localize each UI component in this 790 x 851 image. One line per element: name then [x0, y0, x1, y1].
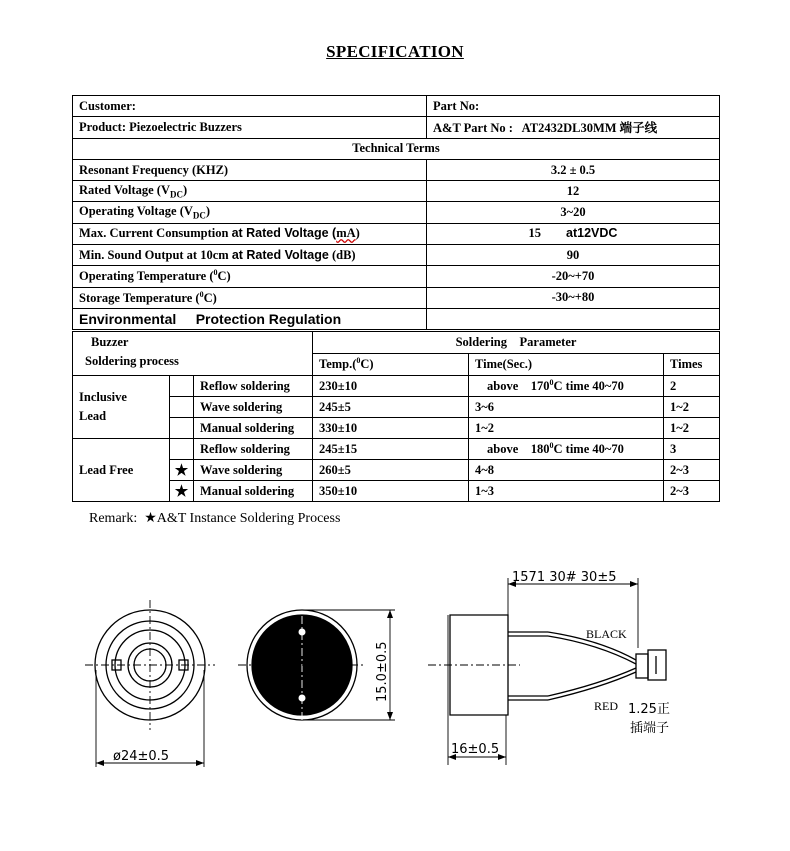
spec-value: -20~+70: [427, 266, 720, 287]
temp-cell: 350±10: [313, 481, 469, 502]
technical-drawing: [0, 560, 790, 790]
table-row: [73, 481, 720, 502]
table-row: [73, 460, 720, 481]
soldering-parameter-header: Soldering Parameter: [313, 332, 720, 354]
process-cell: Manual soldering: [194, 481, 313, 502]
process-cell: Reflow soldering: [194, 376, 313, 397]
spec-label: Rated Voltage $(V_{DC})$: [73, 181, 427, 202]
table-row: [73, 117, 720, 138]
table-row: [73, 376, 720, 397]
spec-table: [72, 95, 720, 330]
diameter-label: ø24±0.5: [113, 749, 170, 764]
star-icon: ★: [170, 481, 194, 502]
spec-label: Storage Temperature ($^0$C): [73, 287, 427, 308]
customer-cell: Customer:: [73, 96, 427, 117]
times-cell: 1~2: [664, 397, 720, 418]
spec-label: Min. Sound Output at 10cm at Rated Voltage (dB): [73, 245, 427, 266]
temp-cell: 245±5: [313, 397, 469, 418]
spec-value: 90: [427, 245, 720, 266]
temp-header: Temp.($^0$C): [313, 354, 469, 376]
spec-value: -30~+80: [427, 287, 720, 308]
temp-cell: 260±5: [313, 460, 469, 481]
table-row: [73, 223, 720, 244]
table-row: [73, 181, 720, 202]
part-no-cell: Part No:: [427, 96, 720, 117]
time-cell: above $170^0C$ time 40~70: [469, 376, 664, 397]
table-row: [73, 332, 720, 354]
times-cell: 3: [664, 439, 720, 460]
spec-value: 3~20: [427, 202, 720, 223]
table-row: [73, 287, 720, 308]
table-row: [73, 202, 720, 223]
table-row: [73, 439, 720, 460]
star-icon: ★: [170, 460, 194, 481]
empty-cell: [427, 308, 720, 329]
time-header: Time(Sec.): [469, 354, 664, 376]
spec-label: Max. Current Consumption at Rated Voltage (mA): [73, 223, 427, 244]
environmental-regulation: Environmental Protection Regulation: [73, 308, 427, 329]
table-row: [73, 418, 720, 439]
star-cell: [170, 418, 194, 439]
times-cell: 1~2: [664, 418, 720, 439]
connector-type-label: 插端子: [630, 721, 670, 736]
process-cell: Wave soldering: [194, 397, 313, 418]
times-cell: 2~3: [664, 460, 720, 481]
spec-label: Operating Voltage $(V_{DC})$: [73, 202, 427, 223]
back-view: [238, 600, 395, 730]
process-cell: Wave soldering: [194, 460, 313, 481]
side-view: [428, 578, 666, 765]
wire-spec-label: 1571 30# 30±5: [512, 570, 617, 585]
star-cell: [170, 376, 194, 397]
spec-label: Resonant Frequency (KHZ): [73, 159, 427, 180]
table-row: [73, 266, 720, 287]
time-cell: 3~6: [469, 397, 664, 418]
time-cell: 1~3: [469, 481, 664, 502]
temp-cell: 230±10: [313, 376, 469, 397]
at-part-no-cell: A&T Part No : AT2432DL30MM 端子线: [427, 117, 720, 138]
red-wire-label: RED: [594, 699, 618, 713]
technical-terms-heading: Technical Terms: [73, 138, 720, 159]
connector-size-label: 1.25正: [628, 702, 670, 717]
group-name: Inclusive Lead: [73, 376, 170, 439]
height-label: 15.0±0.5: [375, 641, 390, 702]
black-wire-label: BLACK: [586, 627, 627, 641]
table-row: [73, 397, 720, 418]
page-title: SPECIFICATION: [326, 42, 464, 61]
time-cell: 4~8: [469, 460, 664, 481]
temp-cell: 245±15: [313, 439, 469, 460]
body-length-label: 16±0.5: [451, 742, 500, 757]
spec-value: 15 at12VDC: [427, 223, 720, 244]
times-header: Times: [664, 354, 720, 376]
process-cell: Reflow soldering: [194, 439, 313, 460]
soldering-table: [72, 331, 720, 502]
table-row: [73, 96, 720, 117]
table-row: [73, 245, 720, 266]
times-cell: 2: [664, 376, 720, 397]
table-row: [73, 159, 720, 180]
remark-text: Remark: ★A&T Instance Soldering Process: [89, 511, 341, 526]
temp-cell: 330±10: [313, 418, 469, 439]
spec-value: 3.2 ± 0.5: [427, 159, 720, 180]
product-cell: Product: Piezoelectric Buzzers: [73, 117, 427, 138]
group-name: Lead Free: [73, 439, 170, 502]
process-cell: Manual soldering: [194, 418, 313, 439]
table-row: [73, 138, 720, 159]
buzzer-process-header: Buzzer Soldering process: [73, 332, 313, 376]
table-row: [73, 308, 720, 329]
front-view: [85, 600, 215, 767]
star-cell: [170, 397, 194, 418]
times-cell: 2~3: [664, 481, 720, 502]
star-cell: [170, 439, 194, 460]
spec-value: 12: [427, 181, 720, 202]
time-cell: above $180^0C$ time 40~70: [469, 439, 664, 460]
spec-label: Operating Temperature ($^0$C): [73, 266, 427, 287]
time-cell: 1~2: [469, 418, 664, 439]
